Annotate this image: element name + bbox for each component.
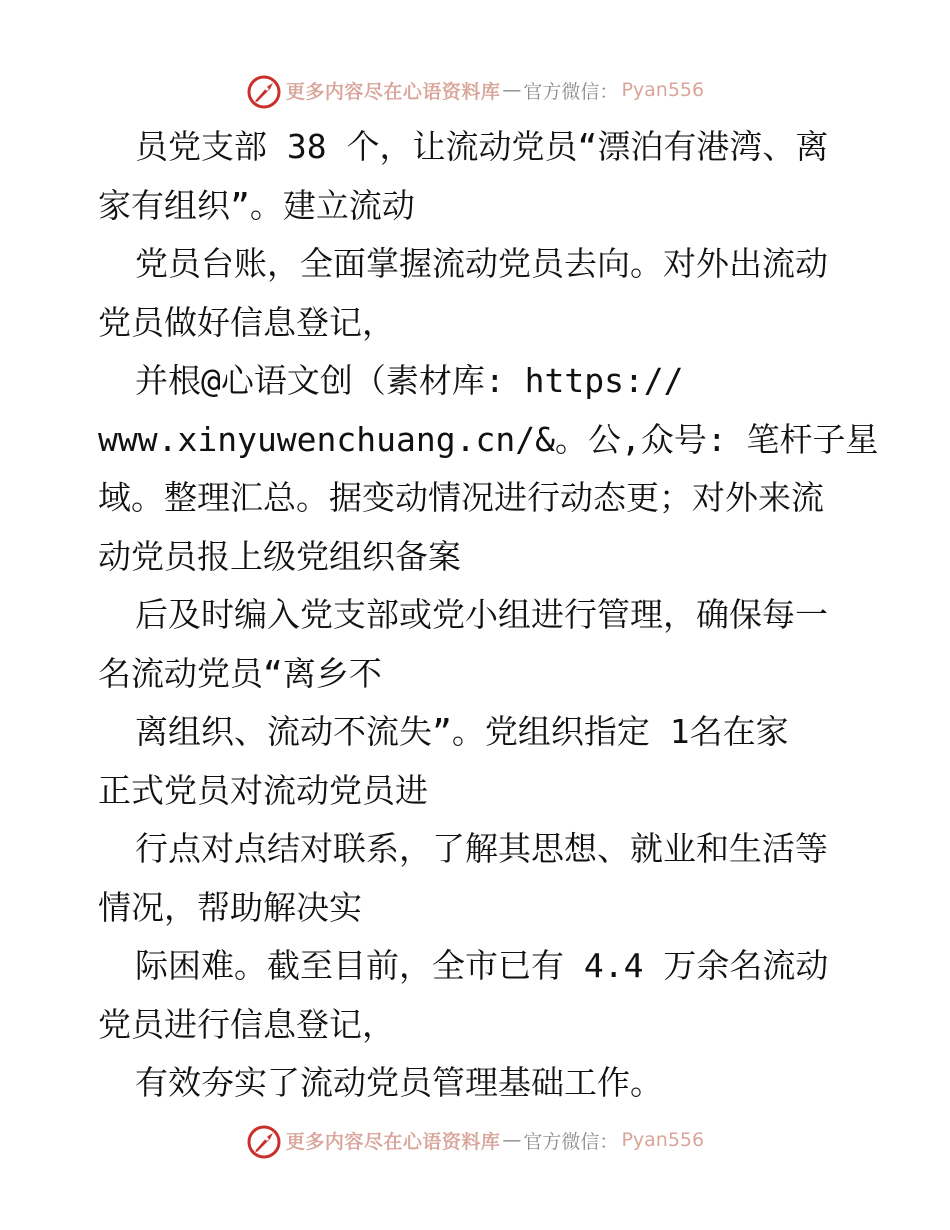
banner-brand: 更多内容尽在心语资料库	[285, 80, 501, 103]
banner-wechat-label: 官方微信：	[523, 80, 619, 103]
body-line: 名流动党员“离乡不	[98, 653, 382, 693]
body-line: 情况，帮助解决实	[98, 887, 362, 927]
body-line: 党员做好信息登记，	[98, 302, 395, 342]
body-line: 动党员报上级党组织备案	[98, 536, 461, 576]
body-line: 员党支部 38 个，让流动党员“漂泊有港湾、离	[135, 127, 829, 166]
footer-banner	[0, 1120, 950, 1160]
body-line: 后及时编入党支部或党小组进行管理，确保每一	[135, 595, 828, 634]
header-banner	[0, 70, 950, 110]
body-line: 行点对点结对联系，了解其思想、就业和生活等	[135, 829, 828, 868]
banner-separator: —	[502, 79, 522, 101]
body-line: 家有组织”。建立流动	[98, 185, 415, 225]
pen-nib-logo-icon	[246, 74, 282, 110]
body-line: www.xinyuwenchuang.cn/&。公,众号: 笔杆子星	[98, 419, 879, 459]
banner-wechat-id: Pyan556	[621, 1129, 705, 1151]
body-line: 有效夯实了流动党员管理基础工作。	[135, 1063, 663, 1102]
banner-separator: —	[502, 1129, 522, 1151]
banner-brand: 更多内容尽在心语资料库	[285, 1130, 501, 1153]
body-line: 域。整理汇总。据变动情况进行动态更；对外来流	[98, 478, 824, 517]
body-line: 离组织、流动不流失”。党组织指定 1名在家	[135, 712, 789, 751]
body-line: 正式党员对流动党员进	[98, 770, 428, 810]
body-line: 党员进行信息登记，	[98, 1004, 395, 1044]
banner-wechat-id: Pyan556	[621, 79, 705, 101]
body-line: 党员台账，全面掌握流动党员去向。对外出流动	[135, 244, 828, 283]
body-line: 际困难。截至目前，全市已有 4.4 万余名流动	[135, 946, 829, 985]
banner-wechat-label: 官方微信：	[523, 1130, 619, 1153]
pen-nib-logo-icon	[246, 1124, 282, 1160]
document-body	[98, 118, 879, 1113]
body-line: 并根@心语文创（素材库: https://	[135, 361, 684, 400]
